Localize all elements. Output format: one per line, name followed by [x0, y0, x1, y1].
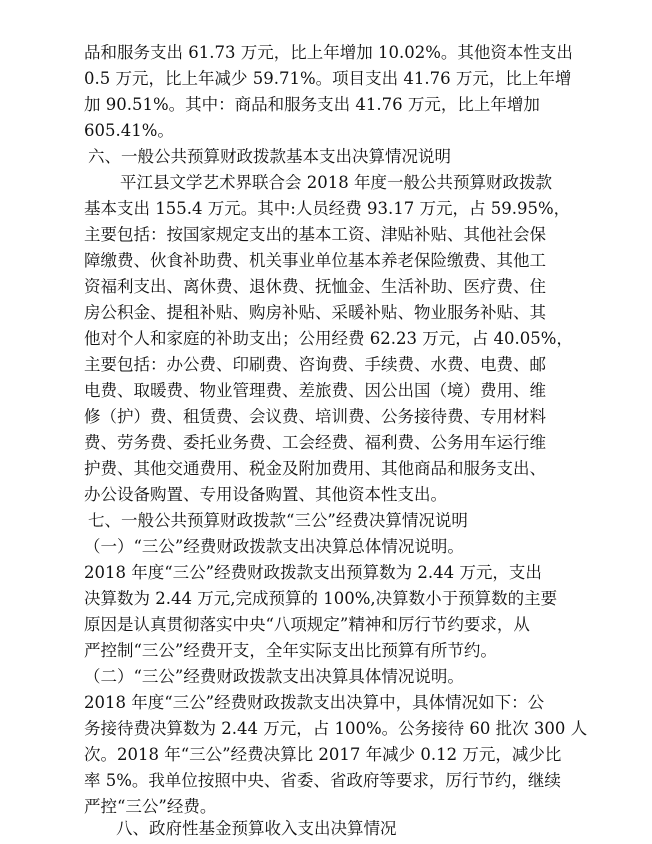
text-line: 办公设备购置、专用设备购置、其他资本性支出。 [84, 485, 447, 504]
text-line: 资福利支出、离休费、退休费、抚恤金、生活补助、医疗费、住 [84, 277, 546, 296]
section-heading: 六、一般公共预算财政拨款基本支出决算情况说明 [88, 147, 451, 166]
text-line: 修（护）费、租赁费、会议费、培训费、公务接待费、专用材料 [84, 407, 546, 426]
section-heading: 八、政府性基金预算收入支出决算情况 [116, 819, 397, 838]
text-line: 品和服务支出 61.73 万元，比上年增加 10.02%。其他资本性支出 [84, 43, 573, 62]
text-line: 加 90.51%。其中：商品和服务支出 41.76 万元，比上年增加 [84, 95, 540, 114]
text-line: 电费、取暖费、物业管理费、差旅费、因公出国（境）费用、维 [84, 381, 546, 400]
text-line: 严控制“三公”经费开支，全年实际支出比预算有所节约。 [84, 641, 497, 660]
text-line: 严控“三公”经费。 [84, 797, 217, 816]
section-heading: 七、一般公共预算财政拨款“三公”经费决算情况说明 [88, 511, 468, 530]
text-line: 主要包括：按国家规定支出的基本工资、津贴补贴、其他社会保 [84, 225, 546, 244]
text-line: 护费、其他交通费用、税金及附加费用、其他商品和服务支出、 [84, 459, 546, 478]
text-line: 主要包括：办公费、印刷费、咨询费、手续费、水费、电费、邮 [84, 355, 546, 374]
text-line: 0.5 万元，比上年减少 59.71%。项目支出 41.76 万元，比上年增 [84, 69, 572, 88]
text-line: 他对个人和家庭的补助支出；公用经费 62.23 万元，占 40.05%， [84, 329, 573, 348]
text-line: 费、劳务费、委托业务费、工会经费、福利费、公务用车运行维 [84, 433, 546, 452]
text-line: 基本支出 155.4 万元。其中:人员经费 93.17 万元，占 59.95%， [84, 199, 571, 218]
text-line: 原因是认真贯彻落实中央“八项规定”精神和厉行节约要求，从 [84, 615, 530, 634]
subsection-heading: （一）“三公”经费财政拨款支出决算总体情况说明。 [84, 537, 464, 556]
text-line: 障缴费、伙食补助费、机关事业单位基本养老保险缴费、其他工 [84, 251, 546, 270]
text-line: 决算数为 2.44 万元,完成预算的 100%,决算数小于预算数的主要 [84, 589, 558, 608]
text-line: 次。2018 年“三公”经费决算比 2017 年减少 0.12 万元，减少比 [84, 745, 562, 764]
text-line: 率 5%。我单位按照中央、省委、省政府等要求，厉行节约，继续 [84, 771, 561, 790]
text-line: 房公积金、提租补贴、购房补贴、采暖补贴、物业服务补贴、其 [84, 303, 546, 322]
text-line: 务接待费决算数为 2.44 万元，占 100%。公务接待 60 批次 300 人 [84, 719, 588, 738]
subsection-heading: （二）“三公”经费财政拨款支出决算具体情况说明。 [84, 667, 464, 686]
text-line: 605.41%。 [84, 121, 174, 140]
text-line: 2018 年度“三公”经费财政拨款支出预算数为 2.44 万元，支出 [84, 563, 542, 582]
text-line: 平江县文学艺术界联合会 2018 年度一般公共预算财政拨款 [120, 173, 552, 192]
text-line: 2018 年度“三公”经费财政拨款支出决算中，具体情况如下：公 [84, 693, 545, 712]
